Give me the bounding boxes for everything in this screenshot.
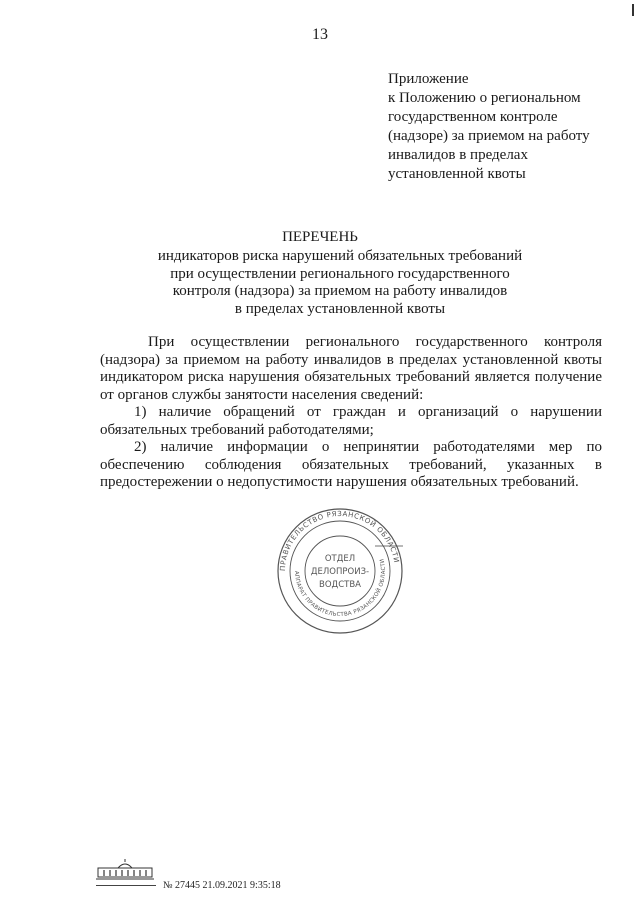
list-item-line: предостережении о недопустимости нарушения обязательных требований. [100,474,579,490]
scan-edge-mark [632,4,634,16]
appendix-block [388,70,628,184]
list-item-2 [100,439,602,492]
stamp-center-line: ДЕЛОПРОИЗ- [310,567,370,577]
appendix-line: установленной квоты [388,166,526,182]
subtitle-line: при осуществлении регионального государственного [170,265,510,282]
appendix-line: государственном контроле [388,109,558,125]
official-stamp [275,506,405,636]
document-subtitle [130,248,550,318]
stamp-outer-text: ПРАВИТЕЛЬСТВО РЯЗАНСКОЙ ОБЛАСТИ [278,509,401,572]
list-item-1 [100,404,602,439]
subtitle-line: контроля (надзора) за приемом на работу инвалидов [172,283,508,299]
paragraph-line: от органов службы занятости населения сведений: [100,386,424,403]
appendix-line: Приложение [388,71,469,87]
stamp-center-line: ВОДСТВА [319,580,361,590]
stamp-middle-text: АППАРАТ ПРАВИТЕЛЬСТВА РЯЗАНСКОЙ ОБЛАСТИ [292,557,388,619]
paragraph-intro [100,334,602,404]
appendix-line: (надзоре) за приемом на работу [388,128,590,144]
page-number: 13 [312,26,328,43]
list-item-line: 1) наличие обращений от граждан и организаций о нарушении [134,404,602,420]
appendix-line: инвалидов в пределах [388,147,528,163]
appendix-line: к Положению о региональном [388,90,581,106]
stamp-center-line: ОТДЕЛ [324,554,356,564]
list-item-line: 2) наличие информации о непринятии работодателями мер по [134,439,602,455]
document-title: ПЕРЕЧЕНЬ [282,229,358,245]
footer-divider [96,885,156,886]
paragraph-line: (надзора) за приемом на работу инвалидов в пределах установленной квоты [100,351,602,368]
registration-stamp-text: № 27445 21.09.2021 9:35:18 [163,880,281,891]
paragraph-line: При осуществлении регионального государственного контроля [148,334,602,350]
building-logo-icon [96,858,154,880]
list-item-line: обязательных требований работодателями; [100,421,374,438]
subtitle-line: в пределах установленной квоты [234,300,446,317]
subtitle-line: индикаторов риска нарушений обязательных требований [157,248,523,264]
list-item-line: обеспечению соблюдения обязательных требований, указанных в [100,456,602,473]
paragraph-line: индикатором риска нарушения обязательных требований является получение [100,369,602,385]
